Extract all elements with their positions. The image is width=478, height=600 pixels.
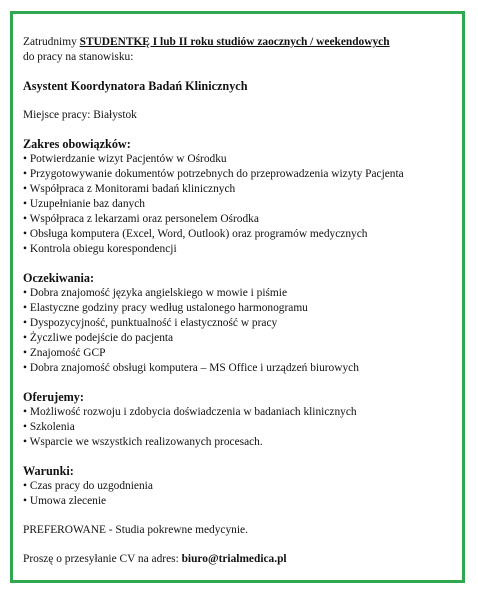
list-item: • Dobra znajomość języka angielskiego w mowie i piśmie: [23, 286, 468, 301]
job-offer-frame: [10, 11, 465, 583]
list-item: • Potwierdzanie wizyt Pacjentów w Ośrodku: [23, 152, 468, 167]
contact-email[interactable]: biuro@trialmedica.pl: [181, 553, 287, 565]
list-item: • Obsługa komputera (Excel, Word, Outlook) oraz programów medycznych: [23, 227, 468, 242]
section-heading: Zakres obowiązków:: [23, 137, 131, 151]
job-title: Asystent Koordynatora Badań Klinicznych: [23, 79, 248, 93]
section-heading: Oczekiwania:: [23, 271, 95, 285]
list-item: • Wsparcie we wszystkich realizowanych procesach.: [23, 435, 468, 450]
list-item: • Umowa zlecenie: [23, 494, 468, 509]
list-item: • Współpraca z lekarzami oraz personelem Ośrodka: [23, 212, 468, 227]
list-item: • Czas pracy do uzgodnienia: [23, 479, 468, 494]
intro-line-2: do pracy na stanowisku:: [23, 51, 134, 63]
list-item: • Życzliwe podejście do pacjenta: [23, 331, 468, 346]
intro-highlight: STUDENTKĘ I lub II roku studiów zaocznych / weekendowych: [79, 36, 390, 48]
section-list: [23, 286, 468, 376]
list-item: • Współpraca z Monitorami badań klinicznych: [23, 182, 468, 197]
list-item: • Dobra znajomość obsługi komputera – MS Office i urządzeń biurowych: [23, 361, 468, 376]
list-item: • Elastyczne godziny pracy według ustalonego harmonogramu: [23, 301, 468, 316]
list-item: • Kontrola obiegu korespondencji: [23, 242, 468, 257]
intro-prefix: Zatrudnimy: [23, 36, 80, 48]
list-item: • Znajomość GCP: [23, 346, 468, 361]
list-item: • Możliwość rozwoju i zdobycia doświadczenia w badaniach klinicznych: [23, 405, 468, 420]
intro-line: [23, 35, 468, 50]
location: Miejsce pracy: Białystok: [23, 109, 137, 121]
sections: [23, 123, 468, 509]
section-list: [23, 479, 468, 509]
section-heading: Warunki:: [23, 464, 74, 478]
section-list: [23, 152, 468, 257]
list-item: • Dyspozycyjność, punktualność i elastyczność w pracy: [23, 316, 468, 331]
job-offer-content: [23, 35, 468, 567]
list-item: • Szkolenia: [23, 420, 468, 435]
section-list: [23, 405, 468, 450]
list-item: • Uzupełnianie baz danych: [23, 197, 468, 212]
list-item: • Przygotowywanie dokumentów potrzebnych do przeprowadzenia wizyty Pacjenta: [23, 167, 468, 182]
contact-prefix: Proszę o przesyłanie CV na adres:: [23, 553, 182, 565]
section-heading: Oferujemy:: [23, 390, 84, 404]
contact-line: [23, 552, 468, 567]
preferred-note: PREFEROWANE - Studia pokrewne medycynie.: [23, 524, 248, 536]
